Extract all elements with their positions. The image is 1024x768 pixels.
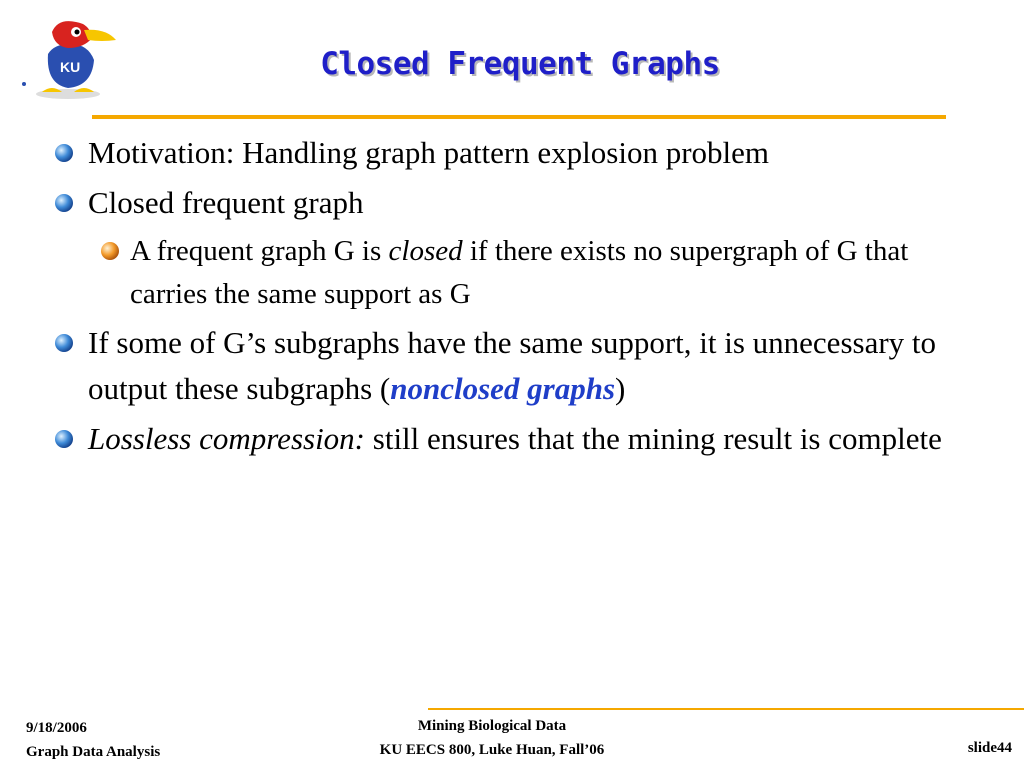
bullet-blue-icon bbox=[54, 333, 74, 353]
bullet-blue-icon bbox=[54, 143, 74, 163]
footer-course-info: KU EECS 800, Luke Huan, Fall’06 bbox=[379, 742, 605, 758]
footer-divider bbox=[428, 708, 1024, 710]
bullet-closed-frequent-graph bbox=[50, 180, 950, 226]
bullet-blue-icon bbox=[54, 193, 74, 213]
footer-date: 9/18/2006 bbox=[26, 720, 87, 736]
footer-section: Graph Data Analysis bbox=[26, 744, 161, 760]
footer-course-title: Mining Biological Data bbox=[417, 718, 567, 734]
bullet-text-pre: If some of G’s subgraphs have the same support, it is unnecessary to output these subgraphs ( bbox=[88, 325, 937, 406]
sub-bullet-definition bbox=[98, 230, 950, 316]
bullet-text-post: still ensures that the mining result is complete bbox=[365, 421, 942, 456]
ku-jayhawk-logo bbox=[18, 14, 118, 100]
bullet-subgraphs bbox=[50, 320, 950, 412]
bullet-blue-icon bbox=[54, 429, 74, 449]
bullet-motivation bbox=[50, 130, 950, 176]
footer-center bbox=[300, 714, 684, 762]
bullet-emphasis-lossless: Lossless compression: bbox=[88, 421, 366, 456]
title-divider bbox=[92, 115, 946, 119]
slide-content bbox=[50, 128, 950, 466]
bullet-text: Motivation: Handling graph pattern explosion problem bbox=[88, 135, 770, 170]
bullet-orange-icon bbox=[100, 241, 120, 261]
bullet-text: Closed frequent graph bbox=[88, 185, 364, 220]
footer-left bbox=[26, 716, 160, 764]
sub-bullet-text-post: if there exists no supergraph of G that carries the same support as G bbox=[130, 235, 909, 310]
bullet-lossless bbox=[50, 416, 950, 462]
sub-bullet-emphasis: closed bbox=[388, 235, 463, 267]
sub-bullet-text-pre: A frequent graph G is bbox=[130, 235, 389, 267]
logo-text: KU bbox=[60, 59, 81, 75]
bullet-emphasis-nonclosed: nonclosed graphs bbox=[390, 371, 616, 406]
bullet-text-post: ) bbox=[615, 371, 626, 406]
footer-slide-number: slide44 bbox=[967, 740, 1012, 756]
slide-title: Closed Frequent Graphs bbox=[320, 46, 720, 82]
